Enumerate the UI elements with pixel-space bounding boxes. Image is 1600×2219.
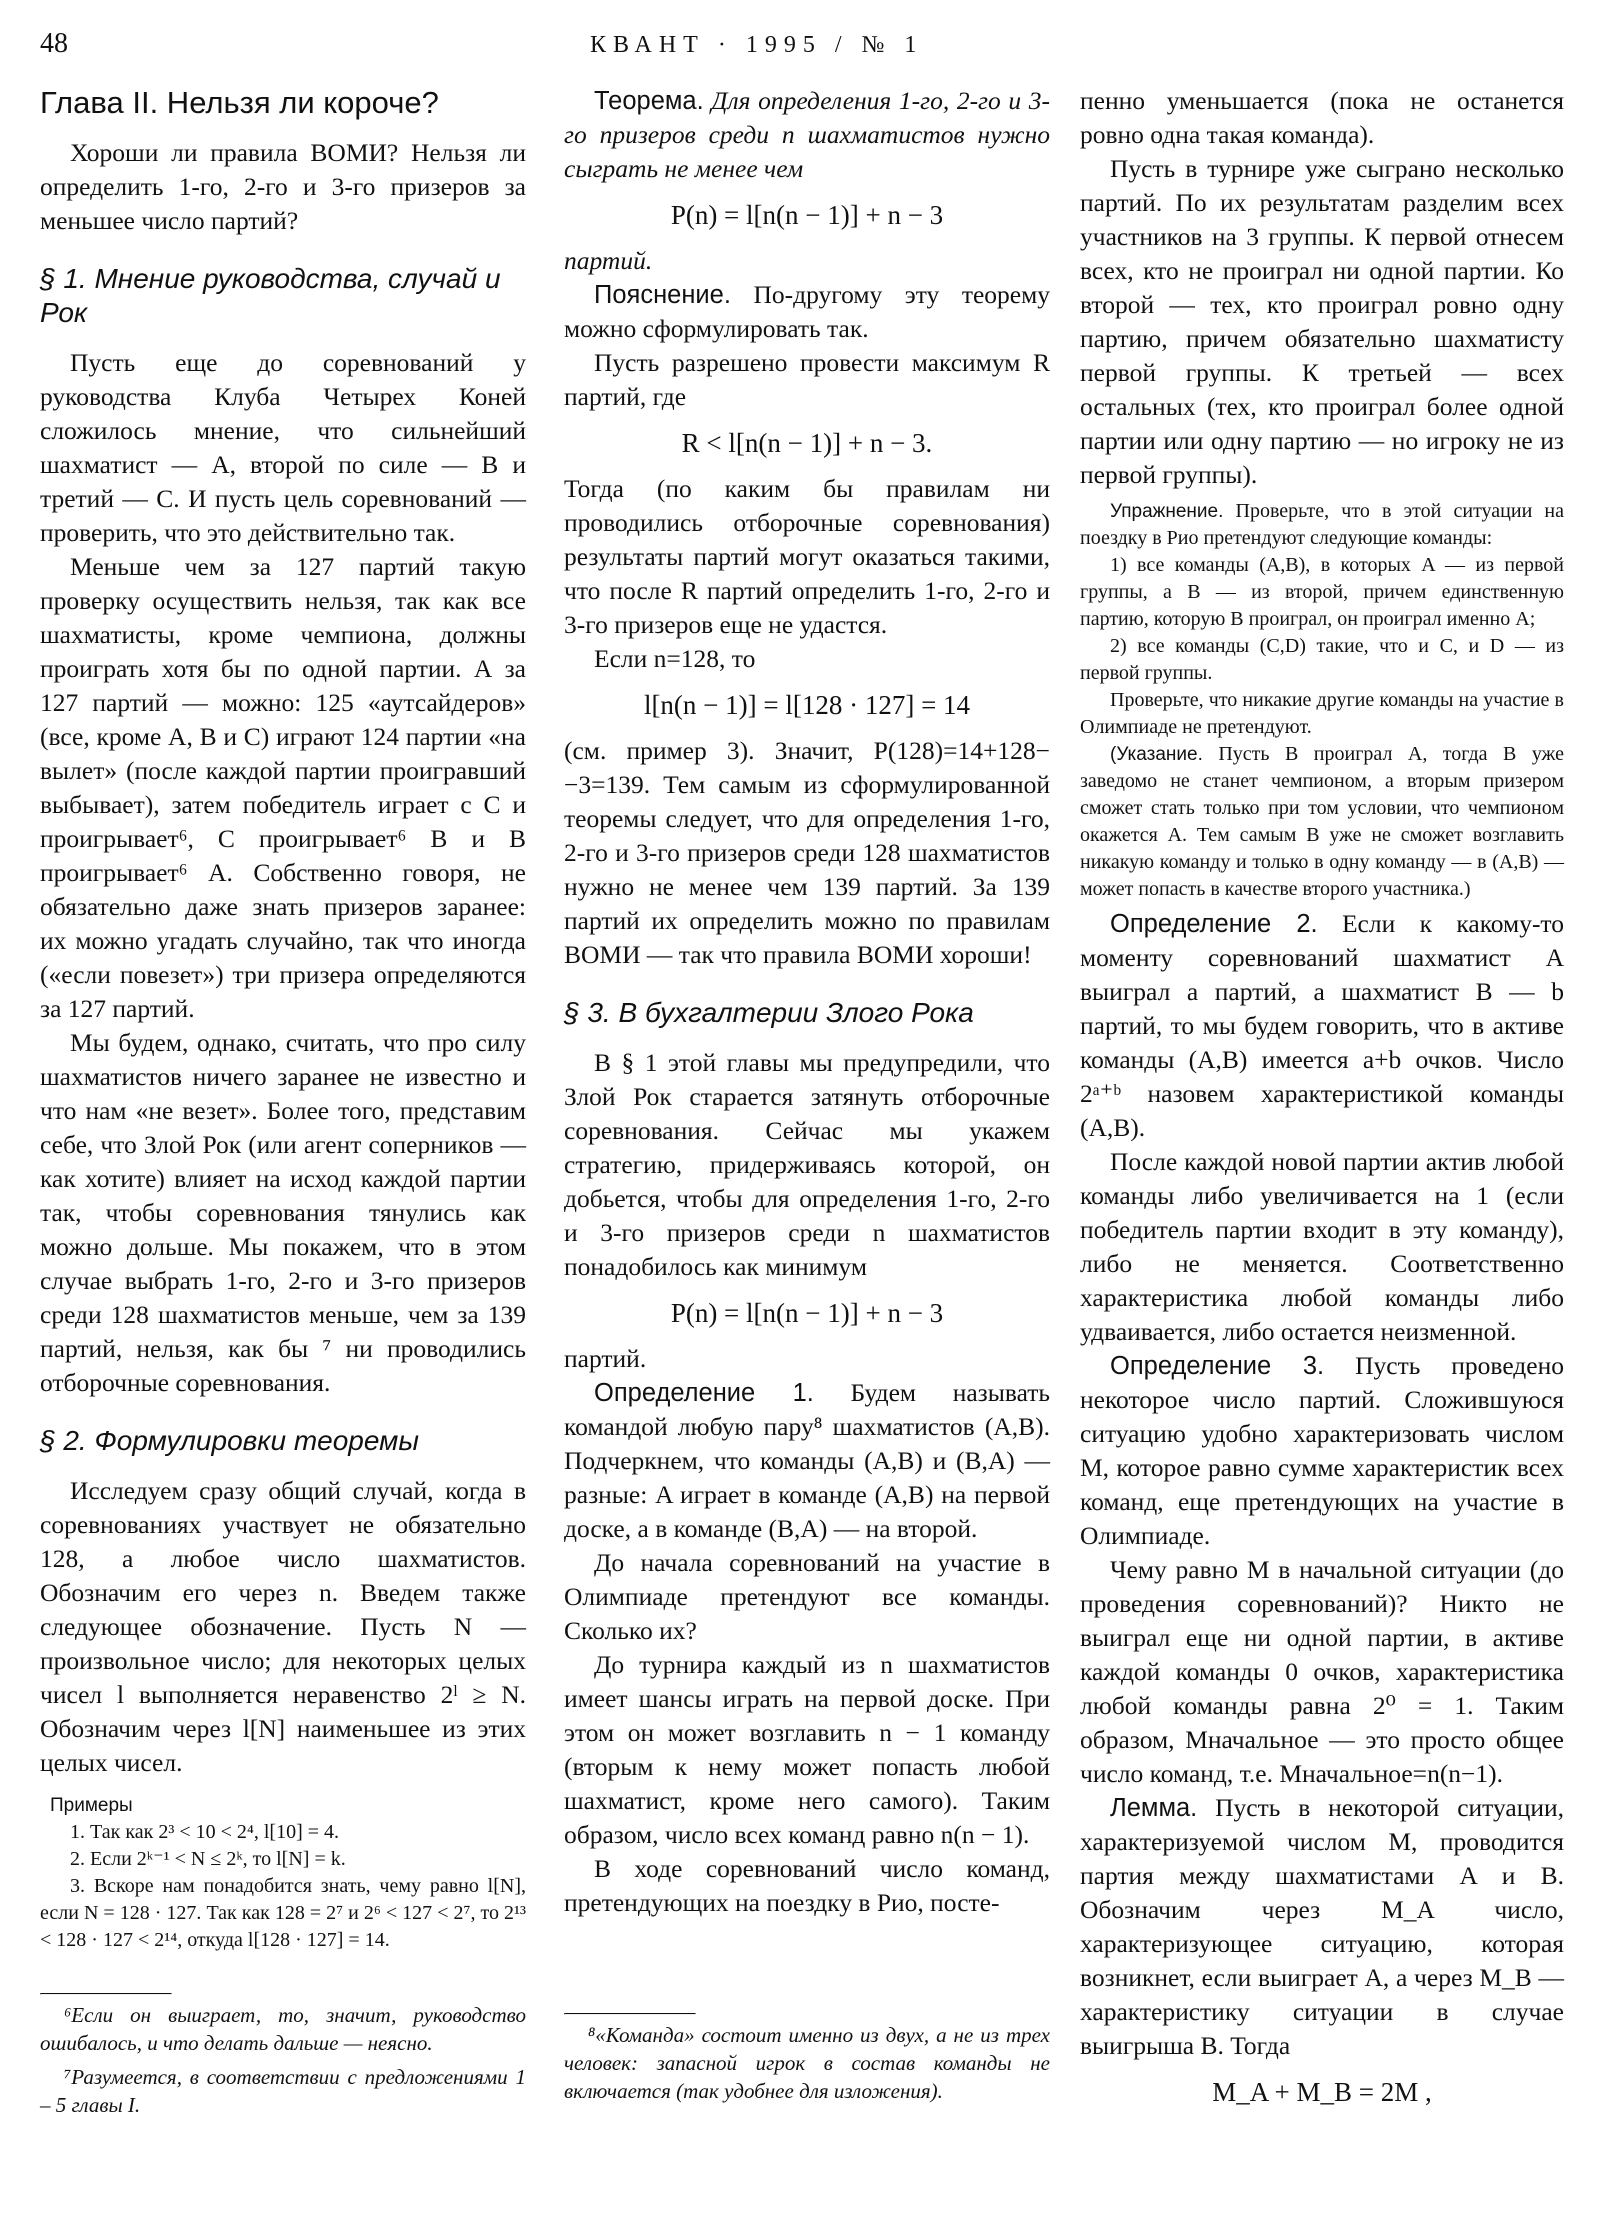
footnote-6: ⁶Если он выиграет, то, значит, руководство ошибалось, и что делать дальше — неясно. [40,2003,526,2055]
paragraph: (см. пример 3). Значит, P(128)=14+128−−3=139. Тем самым из сформулированной теоремы следует, что для определения 1-го, 2-го и 3-го призеров среди 128 шахматистов нужно не менее чем 139 партий. За 139 партий их определить можно по правилам ВОМИ — так что правила ВОМИ хороши! [564,736,1050,969]
formula-p-n: P(n) = l[n(n − 1)] + n − 3 [670,200,944,230]
formula-p-n-2: P(n) = l[n(n − 1)] + n − 3 [670,1298,944,1328]
definition-3: Определение 3. Пусть проведено некоторое число партий. Сложившуюся ситуацию удобно характеризовать числом M, которое равно сумме характеристик всех команд, еще претендующих на участие в Олимпиаде. [1080,1351,1564,1550]
lemma-label: Лемма. [1110,1794,1198,1822]
paragraph: пенно уменьшается (пока не останется ровно одна такая команда). [1080,86,1564,149]
formula-lemma: M_A + M_B = 2M , [1212,2077,1432,2107]
exercise-item-2: 2) все команды (C,D) такие, что и C, и D — из первой группы. [1080,635,1564,684]
section-2-title: § 2. Формулировки теоремы [40,1425,419,1456]
paragraph: Пусть в турнире уже сыграно несколько партий. По их результатам разделим всех участников на 3 группы. К первой отнесем всех, кто не проиграл ни одной партии. Ко второй — тех, кто проиграл ровно одну партию, причем обязательно шахматисту первой группы. К третьей — всех остальных (тех, кто проиграл более одной партии или одну партию — но игроку не из первой группы). [1080,154,1564,489]
theorem [564,84,1050,186]
paragraph: Чему равно M в начальной ситуации (до проведения соревнований)? Никто не выиграл еще ни одной партии, в активе каждой команды 0 очков, характеристика любой команды равна 2⁰ = 1. Таким образом, Mначальное — это просто общее число команд, т.е. Mначальное=n(n−1). [1080,1555,1564,1788]
section-1-title: § 1. Мнение руководства, случай и Рок [40,263,501,328]
paragraph: В ходе соревнований число команд, претендующих на поездку в Рио, посте- [564,1854,1050,1917]
paragraph: До турнира каждый из n шахматистов имеет шансы играть на первой доске. При этом он может возглавить n − 1 команду (вторым к нему может попасть любой шахматист, кроме него самого). Таким образом, число всех команд равно n(n − 1). [564,1650,1050,1849]
definition-2: Определение 2. Если к какому-то моменту соревнований шахматист A выиграл a партий, а шахматист B — b партий, то мы будем говорить, что в активе команды (A,B) имеется a+b очков. Число 2ᵃ⁺ᵇ назовем характеристикой команды (A,B). [1080,909,1564,1142]
paragraph: Тогда (по каким бы правилам ни проводились отборочные соревнования) результаты партий могут оказаться такими, что после R партий определить 1-го, 2-го и 3-го призеров еще не удастся. [564,474,1050,639]
examples-label: Примеры [50,1795,133,1816]
paragraph: Пусть еще до соревнований у руководства Клуба Четырех Коней сложилось мнение, что сильнейший шахматист — A, второй по силе — B и третий — C. И пусть цель соревнований — проверить, что это действительно так. [40,348,526,547]
formula-l: l[n(n − 1)] = l[128 · 127] = 14 [643,690,971,720]
hint-label: (Указание. [1110,744,1203,765]
exercise-item-1: 1) все команды (A,B), в которых A — из первой группы, а B — из второй, причем единственную партию, которую B проиграл, он проиграл именно A; [1080,554,1564,630]
paragraph: Пусть разрешено провести максимум R партий, где [564,348,1050,411]
paragraph: Меньше чем за 127 партий такую проверку осуществить нельзя, так как все шахматисты, кроме чемпиона, должны проиграть хотя бы по одной партии. А за 127 партий — можно: 125 «аутсайдеров» (все, кроме A, B и C) играют 124 партии «на вылет» (после каждой партии проигравший выбывает), затем победитель играет с C и проигрывает⁶, C проигрывает⁶ B и B проигрывает⁶ A. Собственно говоря, не обязательно даже знать призеров заранее: их можно угадать случайно, так что иногда («если повезет») три призера определяются за 127 партий. [40,552,526,1023]
example-1: 1. Так как 2³ < 10 < 2⁴, l[10] = 4. [70,1821,340,1843]
exercise-label: Упражнение. [1110,501,1224,522]
column-2 [564,84,1050,1920]
running-header: КВАНТ · 1995 / № 1 [590,32,924,58]
explanation: Пояснение. По-другому эту теорему можно сформулировать так. [564,280,1050,343]
definition-1-label: Определение 1. [594,1379,814,1407]
lemma: Лемма. Пусть в некоторой ситуации, характеризуемой числом M, проводится партия между шахматистами A и B. Обозначим через M_A число, характеризующее ситуацию, которая возникнет, если выиграет A, а через M_B — характеристику ситуации в случае выигрыша B. Тогда [1080,1793,1565,2060]
theorem-label: Теорема. [594,87,704,115]
section-3-title: § 3. В бухгалтерии Злого Рока [564,997,974,1028]
footnotes-middle [564,2013,1050,2105]
paragraph: Если n=128, то [594,644,756,673]
column-3 [1080,84,1564,2121]
examples-block [40,1792,526,1954]
footnote-rule [564,2013,696,2015]
exercise: Упражнение. Проверьте, что в этой ситуации на поездку в Рио претендуют следующие команды: [1080,500,1564,549]
paragraph: партий. [564,1344,647,1373]
paragraph: В § 1 этой главы мы предупредили, что Злой Рок старается затянуть отборочные соревнования. Сейчас мы укажем стратегию, придерживаясь которой, он добьется, чтобы для определения 1-го, 2-го и 3-го призеров среди n шахматистов понадобилось как минимум [564,1048,1050,1281]
formula-r: R < l[n(n − 1)] + n − 3. [681,428,933,458]
paragraph: Исследуем сразу общий случай, когда в соревнованиях участвует не обязательно 128, а любое число шахматистов. Обозначим его через n. Введем также следующее обозначение. Пусть N — произвольное число; для некоторых целых чисел l выполняется неравенство 2ˡ ≥ N. Обозначим через l[N] наименьшее из этих целых чисел. [40,1476,526,1777]
theorem-end: партий. [564,246,653,275]
footnotes-left [40,1993,526,2119]
definition-1: Определение 1. Будем называть командой любую пару⁸ шахматистов (A,B). Подчеркнем, что команды (A,B) и (B,A) — разные: A играет в команде (A,B) на первой доске, а в команде (B,A) — на второй. [564,1378,1051,1543]
definition-2-label: Определение 2. [1110,910,1318,938]
hint: (Указание. Пусть B проиграл A, тогда B уже заведомо не станет чемпионом, а вторым призером сможет стать только при том условии, что чемпионом окажется A. Тем самым B уже не сможет возглавить никакую команду и только в одну команду — в (A,B) — может попасть в качестве второго участника.) [1080,743,1564,900]
example-3: 3. Вскоре нам понадобится знать, чему равно l[N], если N = 128 · 127. Так как 128 = 2⁷ и 2⁶ < 127 < 2⁷, то 2¹³ < 128 · 127 < 2¹⁴, откуда l[128 · 127] = 14. [40,1875,526,1951]
footnote-rule [40,1993,172,1995]
exercise-block [1080,498,1564,903]
intro-paragraph: Хороши ли правила ВОМИ? Нельзя ли определить 1-го, 2-го и 3-го призеров за меньшее число партий? [40,138,526,235]
exercise-check: Проверьте, что никакие другие команды на участие в Олимпиаде не претендуют. [1080,689,1564,738]
footnote-7: ⁷Разумеется, в соответствии с предложениями 1 – 5 главы I. [40,2065,526,2117]
chapter-title: Глава II. Нельзя ли короче? [40,85,439,120]
page-number: 48 [40,28,68,59]
paragraph: До начала соревнований на участие в Олимпиаде претендуют все команды. Сколько их? [564,1548,1050,1645]
theorem-text: Для определения 1-го, 2-го и 3-го призеров среди n шахматистов нужно сыграть не менее чем [564,86,1050,183]
footnote-8: ⁸«Команда» состоит именно из двух, а не из трех человек: запасной игрок в состав команды не включается (так удобнее для изложения). [564,2023,1050,2103]
example-2: 2. Если 2ᵏ⁻¹ < N ≤ 2ᵏ, то l[N] = k. [70,1848,346,1870]
definition-3-label: Определение 3. [1110,1352,1325,1380]
explanation-label: Пояснение. [594,281,731,309]
paragraph: После каждой новой партии актив любой команды либо увеличивается на 1 (если победитель партии входит в эту команду), либо не меняется. Соответственно характеристика любой команды либо удваивается, либо остается неизменной. [1080,1147,1564,1346]
paragraph: Мы будем, однако, считать, что про силу шахматистов ничего заранее не известно и что нам «не везет». Более того, представим себе, что Злой Рок (или агент соперников — как хотите) влияет на исход каждой партии так, чтобы соревнования тянулись как можно дольше. Мы покажем, что в этом случае выбрать 1-го, 2-го и 3-го призеров среди 128 шахматистов меньше, чем за 139 партий, нельзя, как бы ⁷ ни проводились отборочные соревнования. [40,1028,526,1397]
column-1 [40,84,526,1954]
